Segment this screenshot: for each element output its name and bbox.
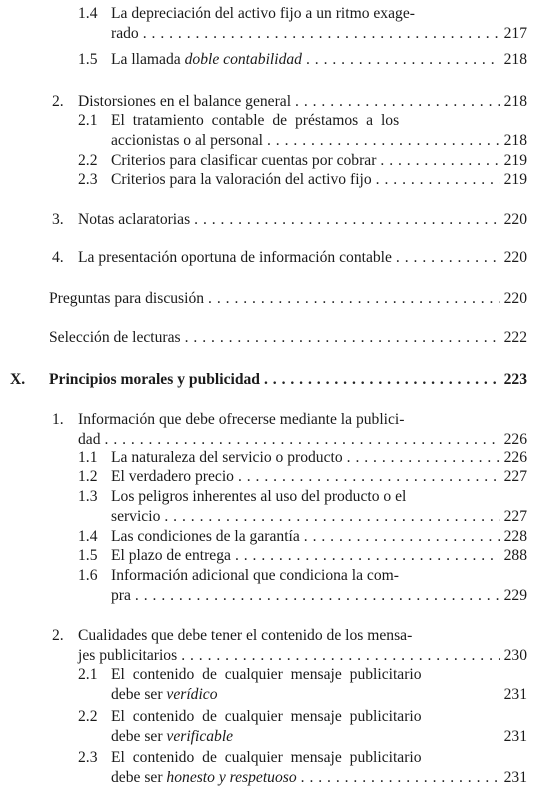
toc-entry-2-2 xyxy=(0,151,549,171)
leader-dots xyxy=(295,92,500,112)
leader-dots xyxy=(164,507,499,527)
page-number: 220 xyxy=(503,211,527,228)
entry-title: Cualidades que debe tener el contenido de los mensa- xyxy=(78,627,413,644)
entry-number: 1.4 xyxy=(78,5,98,22)
page-number: 230 xyxy=(503,647,527,664)
entry-title-cont: rado xyxy=(111,25,139,42)
page-number: 219 xyxy=(503,171,527,188)
leader-dots xyxy=(143,24,500,44)
entry-number: 1.5 xyxy=(78,51,98,68)
toc-entry-2 xyxy=(0,92,549,112)
entry-number: 4. xyxy=(52,249,64,266)
chapter-title: Principios morales y publicidad xyxy=(49,371,260,388)
page-number: 228 xyxy=(503,528,527,545)
toc-entry-1-5 xyxy=(0,50,549,70)
entry-number: 1.1 xyxy=(78,449,98,466)
page-number: 223 xyxy=(503,371,527,388)
page-number: 218 xyxy=(503,93,527,110)
page-number: 231 xyxy=(503,686,527,703)
toc-entry-x-2-1 xyxy=(0,665,549,705)
entry-number: 3. xyxy=(52,211,64,228)
toc-chapter-x xyxy=(0,370,549,390)
toc-entry-2-1 xyxy=(0,111,549,151)
entry-title: Criterios para clasificar cuentas por cobrar xyxy=(111,152,377,169)
entry-title-italic: doble contabilidad xyxy=(184,51,302,68)
entry-title: La depreciación del activo fijo a un ritmo exage- xyxy=(111,5,415,22)
leader-dots xyxy=(396,248,500,268)
toc-entry-x-2-2 xyxy=(0,707,549,747)
toc-entry-1-4 xyxy=(0,4,549,44)
entry-title-cont: pra xyxy=(111,587,131,604)
entry-number: 1.4 xyxy=(78,528,98,545)
page-number: 231 xyxy=(503,728,527,745)
toc-entry-x-1-6 xyxy=(0,566,549,606)
entry-title: La naturaleza del servicio o producto xyxy=(111,449,343,466)
chapter-number: X. xyxy=(10,371,26,388)
entry-title: Información adicional que condiciona la com- xyxy=(111,567,399,584)
toc-entry-2-3 xyxy=(0,170,549,190)
entry-title-cont: dad xyxy=(78,431,101,448)
entry-number: 2.2 xyxy=(78,152,98,169)
entry-number: 2.2 xyxy=(78,708,98,725)
entry-title: El contenido de cualquier mensaje publicitario xyxy=(111,666,422,683)
entry-title: El contenido de cualquier mensaje publicitario xyxy=(111,749,422,766)
entry-title: Criterios para la valoración del activo fijo xyxy=(111,171,372,188)
entry-title: Las condiciones de la garantía xyxy=(111,528,300,545)
leader-dots xyxy=(181,646,499,666)
toc-entry-x-1-5 xyxy=(0,546,549,566)
toc-entry-x-1 xyxy=(0,410,549,450)
leader-dots xyxy=(267,131,500,151)
entry-title: Información que debe ofrecerse mediante la publici- xyxy=(78,411,405,428)
leader-dots xyxy=(347,448,500,468)
page-number: 217 xyxy=(503,25,527,42)
entry-title-cont: accionistas o al personal xyxy=(111,132,263,149)
entry-number: 2. xyxy=(52,93,64,110)
page-number: 226 xyxy=(503,449,527,466)
entry-title: Los peligros inherentes al uso del producto o el xyxy=(111,488,407,505)
page-number: 227 xyxy=(503,508,527,525)
leader-dots xyxy=(185,328,500,348)
entry-number: 1.2 xyxy=(78,468,98,485)
toc-entry-x-1-2 xyxy=(0,467,549,487)
entry-title-cont: servicio xyxy=(111,508,161,525)
page-number: 218 xyxy=(503,51,527,68)
entry-number: 2.3 xyxy=(78,171,98,188)
entry-title-italic: honesto y respetuoso xyxy=(166,769,297,786)
toc-entry-x-1-4 xyxy=(0,527,549,547)
entry-title: Selección de lecturas xyxy=(49,329,181,346)
leader-dots xyxy=(304,527,500,547)
page-number: 222 xyxy=(503,329,527,346)
toc-entry-x-2 xyxy=(0,626,549,666)
entry-number: 1.5 xyxy=(78,547,98,564)
leader-dots xyxy=(208,289,500,309)
entry-title: Preguntas para discusión xyxy=(49,290,205,307)
entry-number: 2.1 xyxy=(78,112,98,129)
entry-title: Notas aclaratorias xyxy=(78,211,191,228)
entry-number: 2.1 xyxy=(78,666,98,683)
entry-number: 1. xyxy=(52,411,64,428)
entry-number: 1.6 xyxy=(78,567,98,584)
leader-dots xyxy=(238,467,500,487)
toc-entry-3 xyxy=(0,210,549,230)
entry-title: El verdadero precio xyxy=(111,468,234,485)
leader-dots xyxy=(301,768,500,788)
leader-dots xyxy=(306,50,500,70)
entry-title: Distorsiones en el balance general xyxy=(78,93,292,110)
leader-dots xyxy=(264,370,500,390)
leader-dots xyxy=(235,546,500,566)
entry-title: El plazo de entrega xyxy=(111,547,231,564)
leader-dots xyxy=(380,151,499,171)
entry-title-italic: verídico xyxy=(166,686,218,703)
toc-entry-x-1-1 xyxy=(0,448,549,468)
page-number: 229 xyxy=(503,587,527,604)
entry-title-cont: debe ser honesto y respetuoso xyxy=(111,769,297,786)
leader-dots xyxy=(135,586,500,606)
page-number: 220 xyxy=(503,249,527,266)
entry-number: 2.3 xyxy=(78,749,98,766)
page-number: 219 xyxy=(503,152,527,169)
entry-title: La llamada doble contabilidad xyxy=(111,51,302,68)
page-number: 220 xyxy=(503,290,527,307)
page-number: 226 xyxy=(503,431,527,448)
page-number: 231 xyxy=(503,769,527,786)
leader-dots xyxy=(105,430,500,450)
leader-dots xyxy=(194,210,499,230)
entry-title: La presentación oportuna de información contable xyxy=(78,249,392,266)
entry-title-italic: verificable xyxy=(166,728,234,745)
toc-entry-preguntas xyxy=(0,289,549,309)
page-number: 227 xyxy=(503,468,527,485)
toc-entry-x-2-3 xyxy=(0,748,549,788)
toc-entry-x-1-3 xyxy=(0,487,549,527)
toc-entry-4 xyxy=(0,248,549,268)
entry-number: 1.3 xyxy=(78,488,98,505)
entry-title-cont: debe ser verídico xyxy=(111,686,218,703)
entry-title-cont: jes publicitarios xyxy=(78,647,178,664)
page-number: 218 xyxy=(503,132,527,149)
toc-entry-seleccion xyxy=(0,328,549,348)
entry-title-cont: debe ser verificable xyxy=(111,728,234,745)
page-number: 288 xyxy=(503,547,527,564)
leader-dots xyxy=(376,170,500,190)
entry-title: El contenido de cualquier mensaje publicitario xyxy=(111,708,422,725)
entry-number: 2. xyxy=(52,627,64,644)
entry-title: El tratamiento contable de préstamos a los xyxy=(111,112,400,129)
